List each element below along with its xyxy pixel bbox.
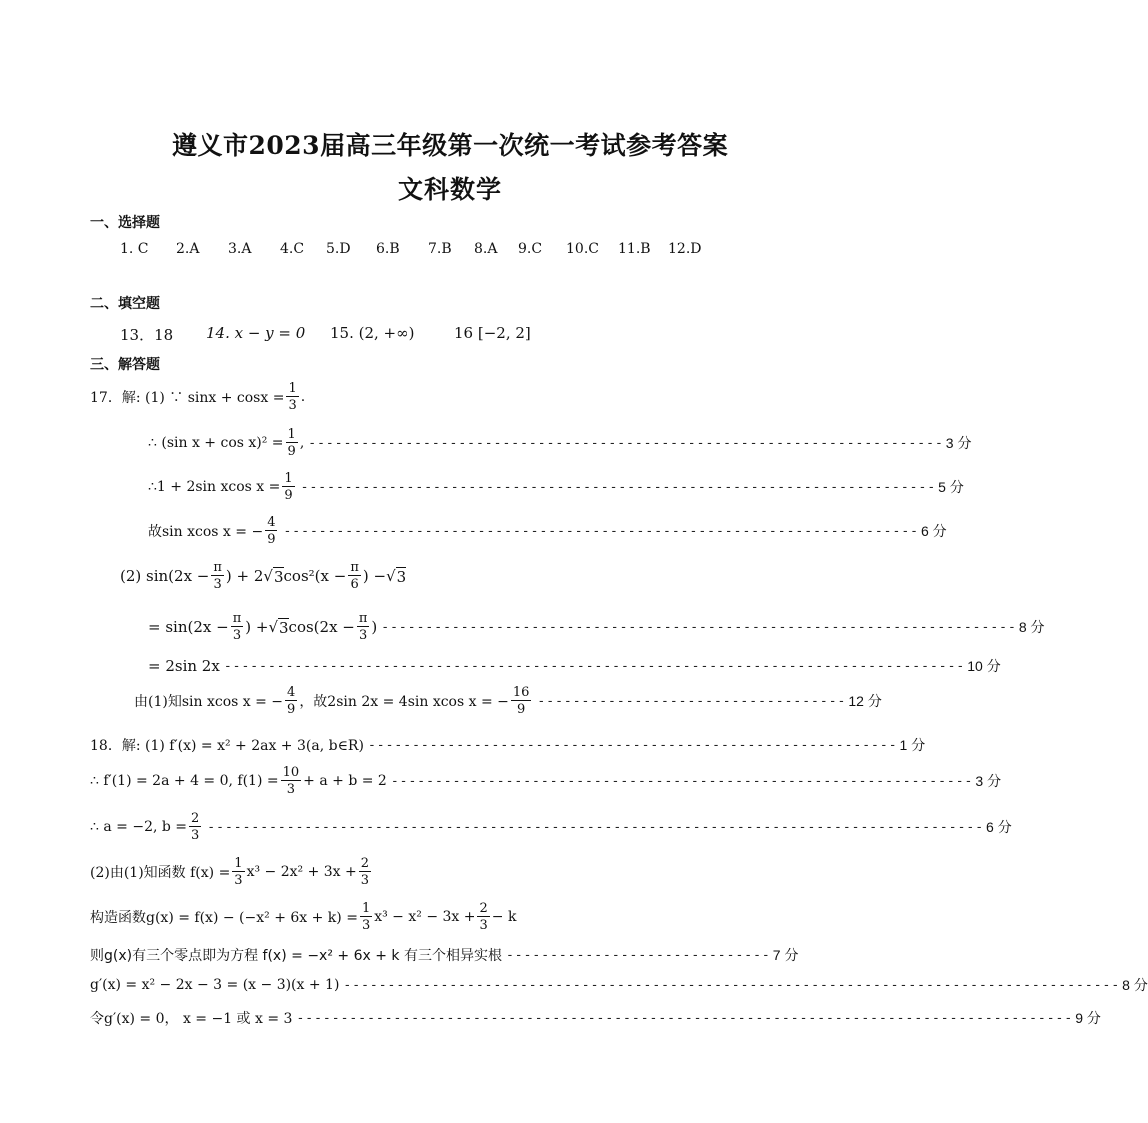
denominator: 6 — [350, 577, 359, 592]
fraction — [231, 612, 244, 642]
fraction — [360, 902, 372, 932]
text: 18．解: (1) f′(x) = x² + 2ax + 3(a, b∈R) — [90, 738, 364, 754]
choice-answer: 6.B — [376, 241, 400, 257]
section-heading-fill: 二、填空题 — [90, 296, 160, 312]
q17-line-5 — [120, 561, 406, 591]
text: ) — [371, 618, 378, 636]
fraction — [286, 382, 298, 412]
text: − k — [491, 909, 517, 925]
numerator: π — [232, 611, 242, 626]
numerator: 4 — [267, 515, 276, 530]
denominator: 3 — [213, 577, 222, 592]
q17-line-1 — [90, 382, 305, 412]
fraction — [265, 516, 277, 546]
text: = sin(2x − — [148, 618, 229, 636]
fraction — [285, 686, 297, 716]
score-label: 7 分 — [772, 947, 799, 963]
text: cos²(x − — [283, 567, 347, 585]
denominator: 3 — [191, 828, 200, 843]
fill-answer: 15. (2, +∞) — [330, 324, 415, 342]
fill-answer: 13．18 — [120, 326, 174, 344]
score-label: 8 分 — [1018, 619, 1045, 635]
text: ∴ (sin x + cos x)² = — [148, 435, 284, 451]
q17-line-6 — [148, 611, 1045, 643]
dash-leader: ---------------------------------------------------------------------------------------- — [343, 977, 1121, 993]
choice-answer: 5.D — [326, 241, 351, 257]
dash-leader: ---------------------------------------------------------------------------------------- — [296, 1010, 1074, 1026]
text: 令g′(x) = 0， x = −1 或 x = 3 — [90, 1011, 293, 1027]
dash-leader: ----------------------------------- — [537, 693, 847, 709]
denominator: 3 — [286, 782, 296, 797]
denominator: 3 — [234, 873, 243, 888]
fraction — [232, 857, 244, 887]
choice-answer: 11.B — [618, 241, 651, 257]
denominator: 9 — [517, 702, 526, 717]
dash-leader: ------------------------------------------------------------------ — [390, 773, 974, 789]
q17-line-3 — [148, 471, 964, 503]
text: ，故2sin 2x = 4sin xcos x = − — [299, 694, 509, 710]
fraction — [211, 561, 224, 591]
q17-line-2 — [148, 427, 972, 459]
page-title: 遵义市2023届高三年级第一次统一考试参考答案 — [172, 131, 729, 160]
score-label: 3 分 — [975, 773, 1002, 789]
sqrt-radicand: 3 — [396, 567, 407, 586]
fill-answer: 16 [−2, 2] — [454, 324, 531, 342]
text: ∴ a = −2, b = — [90, 819, 188, 835]
text: x³ − 2x² + 3x + — [246, 864, 357, 880]
text: 故sin xcos x = − — [148, 524, 264, 540]
numerator: 1 — [288, 381, 297, 396]
denominator: 3 — [359, 628, 368, 643]
numerator: π — [350, 560, 359, 575]
fraction — [348, 561, 361, 591]
score-label: 12 分 — [848, 693, 882, 709]
text: ∴1 + 2sin xcos x = — [148, 479, 281, 495]
text: (2)由(1)知函数 f(x) = — [90, 865, 231, 881]
fraction — [477, 902, 489, 932]
fraction — [282, 472, 294, 502]
fraction — [286, 428, 298, 458]
numerator: 16 — [512, 685, 530, 700]
score-label: 5 分 — [938, 479, 964, 495]
denominator: 3 — [288, 398, 297, 413]
dash-leader: ------------------------------------------------------------------------ — [300, 479, 937, 495]
section-heading-solution: 三、解答题 — [90, 357, 160, 373]
dash-leader: ------------------------------------------------------------------------ — [381, 619, 1017, 635]
fraction — [281, 766, 302, 796]
text: 17．解: (1) ∵ sinx + cosx = — [90, 390, 285, 406]
text: 则g(x)有三个零点即为方程 f(x) = −x² + 6x + k 有三个相异实根 — [90, 948, 502, 964]
fraction — [511, 686, 532, 716]
sqrt-radicand: 3 — [279, 618, 289, 637]
choice-answer: 8.A — [474, 241, 498, 257]
q18-line-4 — [90, 857, 373, 887]
denominator: 3 — [360, 873, 370, 888]
denominator: 3 — [232, 628, 242, 643]
numerator: 4 — [287, 685, 296, 700]
score-label: 8 分 — [1122, 977, 1148, 993]
denominator: 3 — [479, 918, 488, 933]
choice-answer: 4.C — [280, 241, 305, 257]
choice-answer: 10.C — [566, 241, 599, 257]
fraction — [357, 612, 370, 642]
numerator: π — [358, 611, 368, 626]
denominator: 9 — [267, 532, 276, 547]
text: = 2sin 2x — [148, 657, 220, 675]
denominator: 3 — [361, 918, 371, 933]
sqrt-radicand: 3 — [273, 567, 284, 586]
numerator: 10 — [282, 765, 300, 780]
score-label: 6 分 — [921, 523, 947, 539]
numerator: 1 — [284, 471, 293, 486]
denominator: 9 — [287, 444, 296, 459]
dash-leader: ------------------------------------------------------------ — [367, 737, 898, 753]
q17-line-7 — [148, 656, 1001, 676]
choice-answer: 1. C — [120, 241, 149, 257]
choice-answer: 12.D — [668, 241, 702, 257]
choice-answer: 2.A — [176, 241, 200, 257]
q17-line-4 — [148, 515, 947, 547]
q17-line-8 — [134, 685, 882, 717]
numerator: π — [213, 560, 222, 575]
numerator: 1 — [287, 427, 296, 442]
text: 构造函数g(x) = f(x) − (−x² + 6x + k) = — [90, 910, 358, 926]
text: (2) sin(2x − — [120, 567, 210, 585]
sqrt-sign: √ — [386, 567, 396, 585]
denominator: 9 — [287, 702, 296, 717]
text: x³ − x² − 3x + — [374, 909, 476, 925]
q18-line-5 — [90, 902, 516, 932]
text: 由(1)知sin xcos x = − — [134, 694, 284, 710]
section-heading-choice: 一、选择题 — [90, 215, 160, 231]
q18-line-2 — [90, 765, 1002, 797]
fraction — [359, 857, 371, 887]
dash-leader: ------------------------------ — [505, 947, 771, 963]
q18-line-1 — [90, 735, 926, 755]
fill-answer: 14. x − y = 0 — [206, 324, 306, 342]
denominator: 9 — [284, 488, 293, 503]
dash-leader: ------------------------------------------------------------------------ — [283, 523, 919, 539]
dash-leader: ---------------------------------------------------------------------------------------- — [207, 819, 985, 835]
numerator: 2 — [479, 901, 488, 916]
q18-line-6 — [90, 945, 799, 965]
sqrt-sign: √ — [263, 567, 273, 585]
text: . — [300, 389, 306, 405]
numerator: 2 — [191, 811, 200, 826]
dash-leader: ------------------------------------------------------------------------ — [308, 435, 944, 451]
numerator: 1 — [234, 856, 243, 871]
text: , — [299, 435, 305, 451]
text: ) + — [245, 618, 269, 636]
dash-leader: ------------------------------------------------------------------------------------ — [223, 658, 966, 674]
fraction — [189, 812, 201, 842]
page-subtitle: 文科数学 — [398, 175, 503, 204]
q18-line-3 — [90, 811, 1012, 843]
text: ∴ f′(1) = 2a + 4 = 0, f(1) = — [90, 773, 279, 789]
sqrt-sign: √ — [268, 618, 278, 636]
choice-answer: 3.A — [228, 241, 252, 257]
text: cos(2x − — [288, 618, 355, 636]
text: ) + 2 — [225, 567, 264, 585]
score-label: 3 分 — [945, 435, 972, 451]
score-label: 10 分 — [967, 658, 1001, 674]
numerator: 1 — [361, 901, 371, 916]
text: g′(x) = x² − 2x − 3 = (x − 3)(x + 1) — [90, 977, 340, 993]
score-label: 6 分 — [986, 819, 1012, 835]
text: ) − — [362, 567, 387, 585]
q18-line-7 — [90, 975, 1148, 995]
choice-answer: 7.B — [428, 241, 452, 257]
choice-answer: 9.C — [518, 241, 543, 257]
numerator: 2 — [360, 856, 370, 871]
text: + a + b = 2 — [303, 773, 387, 789]
q18-line-8 — [90, 1008, 1101, 1028]
score-label: 9 分 — [1075, 1010, 1101, 1026]
score-label: 1 分 — [899, 737, 926, 753]
